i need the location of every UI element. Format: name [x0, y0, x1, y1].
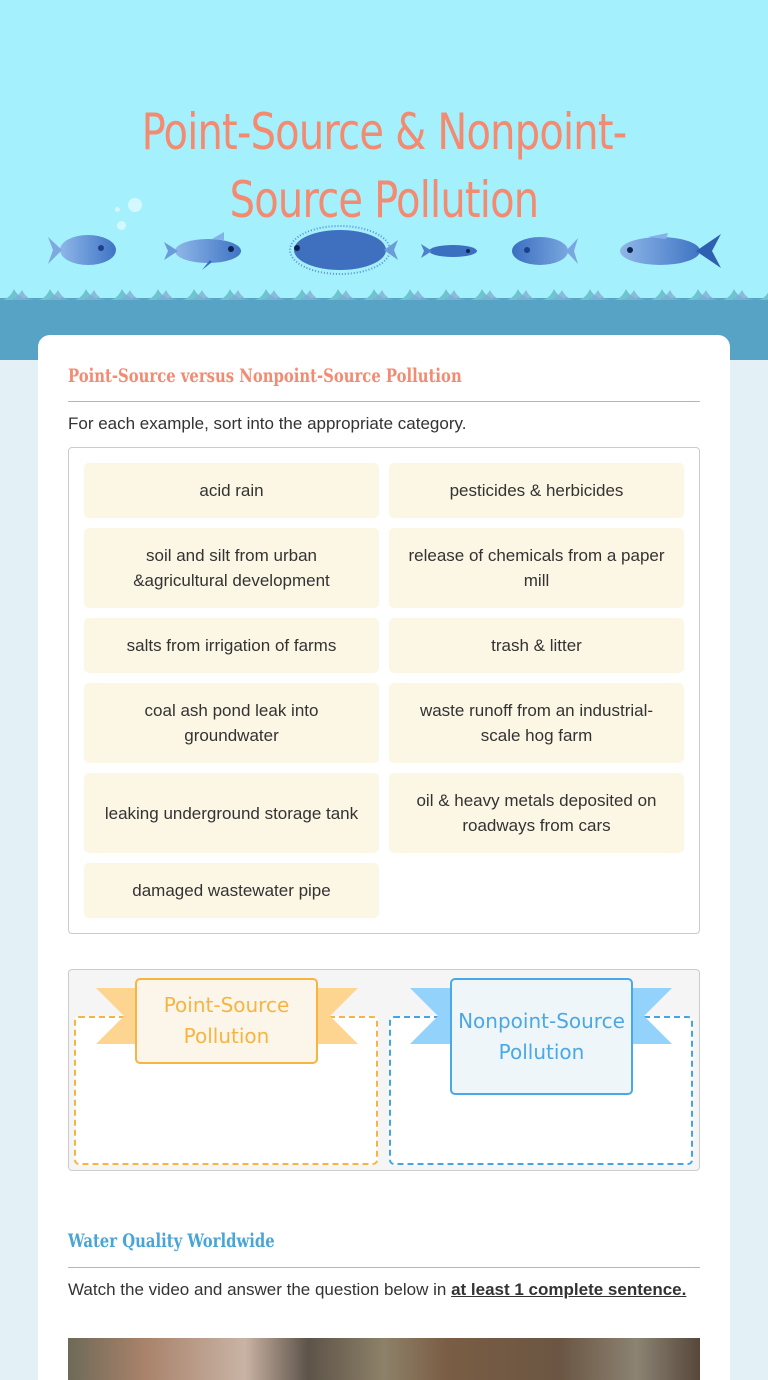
category-bins [68, 969, 700, 1171]
instructions: For each example, sort into the appropriate category. [68, 414, 467, 433]
sort-item[interactable]: waste runoff from an industrial-scale hog farm [389, 683, 684, 763]
sort-item[interactable]: acid rain [84, 463, 379, 518]
sort-item[interactable]: leaking underground storage tank [84, 773, 379, 853]
fish-icon [164, 232, 241, 270]
category-label-point-source: Point-Source Pollution [135, 978, 318, 1064]
wave-edge [0, 286, 768, 304]
section-heading: Water Quality Worldwide [68, 1230, 275, 1252]
sortable-items-pool [68, 447, 700, 934]
fish-icon [620, 233, 721, 268]
fish-icon [290, 226, 398, 274]
fish-row [0, 218, 768, 282]
video-instructions [68, 1277, 700, 1302]
sort-item[interactable]: oil & heavy metals deposited on roadways from cars [389, 773, 684, 853]
category-label-nonpoint-source: Nonpoint-Source Pollution [450, 978, 633, 1095]
sort-item[interactable]: salts from irrigation of farms [84, 618, 379, 673]
sort-item[interactable]: coal ash pond leak into groundwater [84, 683, 379, 763]
sort-item[interactable]: pesticides & herbicides [389, 463, 684, 518]
worksheet-card [38, 335, 730, 1380]
instructions-text: Watch the video and answer the question below in [68, 1280, 452, 1299]
sort-item[interactable]: soil and silt from urban &agricultural development [84, 528, 379, 608]
fish-icon [421, 244, 477, 258]
sort-item[interactable]: damaged wastewater pipe [84, 863, 379, 918]
section-divider [68, 1267, 700, 1268]
video-player[interactable] [68, 1338, 700, 1380]
sort-item[interactable]: release of chemicals from a paper mill [389, 528, 684, 608]
section-heading: Point-Source versus Nonpoint-Source Pollution [68, 365, 462, 387]
instructions-emphasis: at least 1 complete sentence. [451, 1280, 687, 1299]
page-title: Point-Source & Nonpoint-Source Pollution [141, 103, 627, 229]
sort-item[interactable]: trash & litter [389, 618, 684, 673]
fish-icon [512, 237, 578, 265]
fish-icon [48, 235, 116, 265]
section-divider [68, 401, 700, 402]
